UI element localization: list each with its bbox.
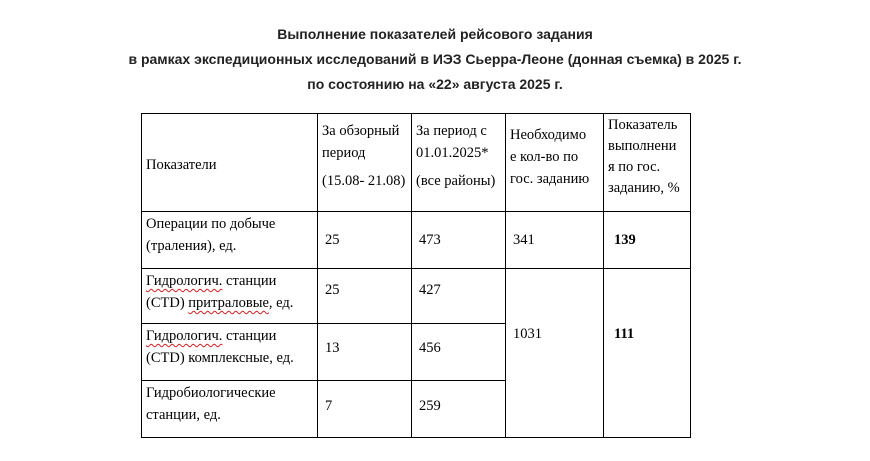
cell-period: 25 xyxy=(318,269,412,324)
header-since-line3: (все районы) xyxy=(416,173,496,189)
cell-period: 25 xyxy=(318,212,412,269)
row-label-line1: Гидробиологические xyxy=(146,385,276,401)
row-label-line1: Операции по добыче xyxy=(146,216,276,232)
header-pct-line2: выполнени xyxy=(608,138,677,154)
report-title-line-3: по состоянию на «22» августа 2025 г. xyxy=(307,76,563,92)
header-required-line1: Необходимо xyxy=(510,127,587,143)
row-label xyxy=(142,324,318,381)
row-label-line1: Гидрологич. станции xyxy=(146,273,277,289)
cell-required: 341 xyxy=(506,212,604,269)
cell-pct-merged: 111 xyxy=(604,269,691,438)
row-label-line1: Гидрологич. станции xyxy=(146,328,277,344)
header-pct-line3: я по гос. xyxy=(608,159,661,175)
cell-period: 13 xyxy=(318,324,412,381)
row-label xyxy=(142,381,318,438)
header-since-line1: За период с xyxy=(416,123,487,139)
header-review-period-line2: период xyxy=(322,145,366,161)
report-title-line-2: в рамках экспедиционных исследований в ИЭЗ Сьерра-Леоне (донная съемка) в 2025 г. xyxy=(128,51,742,67)
row-label xyxy=(142,212,318,269)
row-label xyxy=(142,269,318,324)
header-required-line3: гос. заданию xyxy=(510,171,590,187)
row-label-line2: (траления), ед. xyxy=(146,238,237,254)
report-title-line-1: Выполнение показателей рейсового задания xyxy=(277,26,593,42)
header-indicators xyxy=(142,114,318,212)
row-label-line2: (CTD) притраловые, ед. xyxy=(146,295,294,311)
header-required xyxy=(506,114,604,212)
header-pct xyxy=(604,114,691,212)
header-required-line2: е кол-во по xyxy=(510,149,579,165)
header-pct-line4: заданию, % xyxy=(608,180,680,196)
cell-required-merged: 1031 xyxy=(506,269,604,438)
header-review-period-line1: За обзорный xyxy=(322,123,400,139)
cell-since: 427 xyxy=(412,269,506,324)
table-row xyxy=(142,269,691,324)
header-indicators-label: Показатели xyxy=(146,156,217,173)
header-review-period xyxy=(318,114,412,212)
row-label-line2: (CTD) комплексные, ед. xyxy=(146,350,294,366)
header-since-line2: 01.01.2025* xyxy=(416,145,489,161)
cell-since: 259 xyxy=(412,381,506,438)
indicators-table xyxy=(141,113,691,438)
cell-since: 473 xyxy=(412,212,506,269)
header-since xyxy=(412,114,506,212)
header-review-period-line3: (15.08- 21.08) xyxy=(322,173,406,189)
cell-period: 7 xyxy=(318,381,412,438)
cell-pct: 139 xyxy=(604,212,691,269)
table-row xyxy=(142,212,691,269)
table-header-row xyxy=(142,114,691,212)
row-label-line2: станции, ед. xyxy=(146,407,221,423)
cell-since: 456 xyxy=(412,324,506,381)
header-pct-line1: Показатель xyxy=(608,117,678,133)
